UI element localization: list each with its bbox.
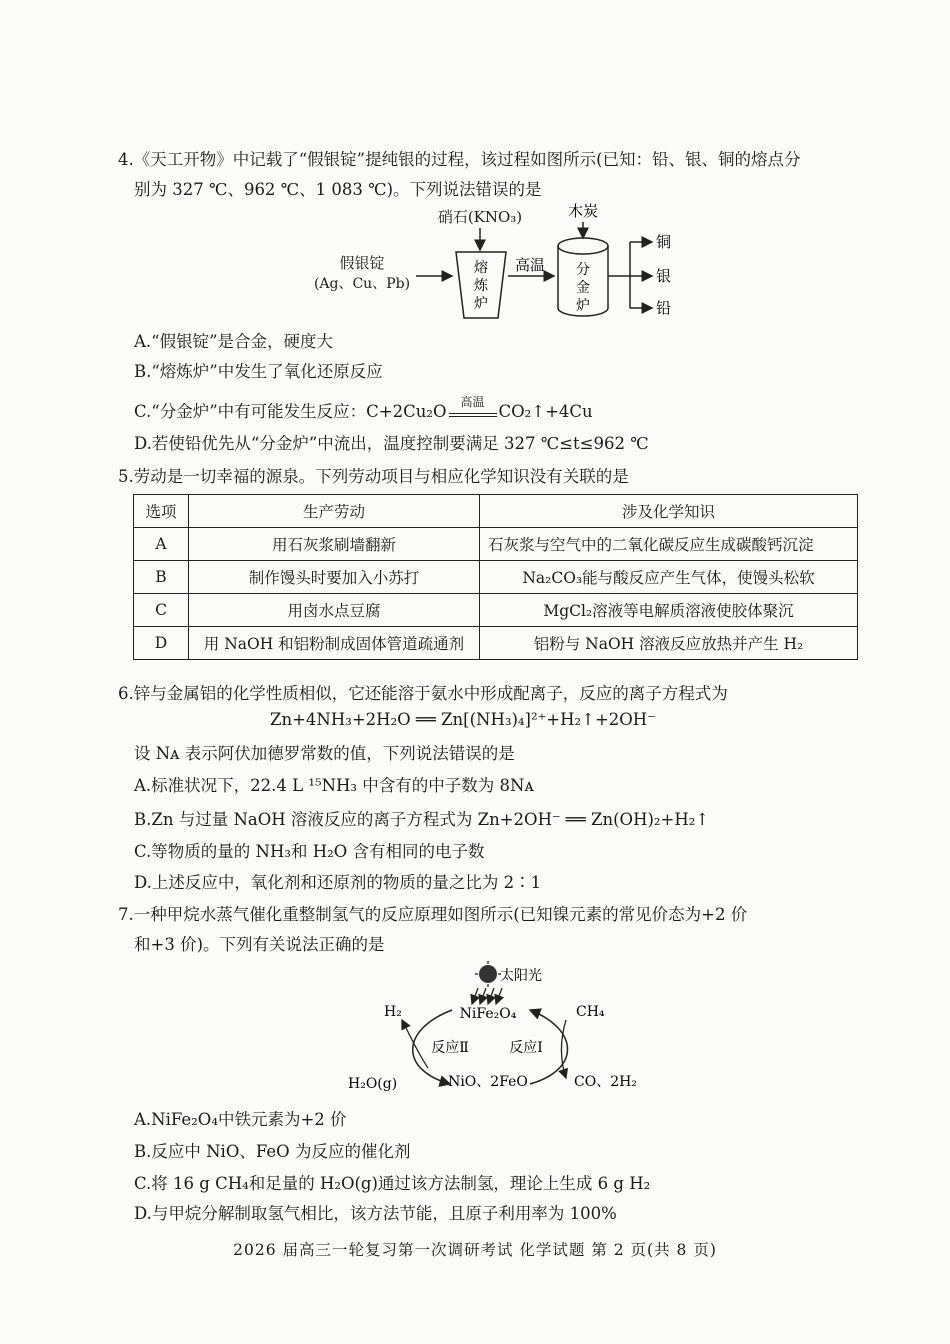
q4-charcoal: 木炭 [567,202,599,220]
q4-stem-line2: 别为 327 ℃、962 ℃、1 083 ℃)。下列说法错误的是 [134,180,542,199]
q7-products: CO、2H₂ [574,1074,637,1090]
q7-bottom-center: NiO、2FeO [448,1074,528,1090]
q6-equation: Zn+4NH₃+2H₂O ══ Zn[(NH₃)₄]²⁺+H₂↑+2OH⁻ [270,710,656,729]
table-header: 生产劳动 [189,495,480,528]
table-row [134,627,858,660]
q6-option-c: C.等物质的量的 NH₃和 H₂O 含有相同的电子数 [134,842,485,861]
table-cell: D [134,627,189,660]
table-cell: 用 NaOH 和铝粉制成固体管道疏通剂 [189,627,480,660]
table-cell: B [134,561,189,594]
q4-input-label: 假银锭 [339,254,385,272]
q7-stem-line2: 和+3 价)。下列有关说法正确的是 [134,935,385,954]
q4-option-d: D.若使铅优先从“分金炉”中流出，温度控制要满足 327 ℃≤t≤962 ℃ [134,434,649,453]
q7-reaction1: 反应Ⅰ [509,1040,543,1056]
q4-option-c [134,395,593,422]
q4-input-sub: (Ag、Cu、Pb) [313,276,411,292]
sun-icon [479,965,497,983]
q4-output-pb: 铅 [656,299,672,317]
q7-option-a: A.NiFe₂O₄中铁元素为+2 价 [134,1110,347,1129]
q4-furnace2-c2: 金 [576,280,590,296]
q7-h2o: H₂O(g) [348,1076,398,1092]
q4-output-cu: 铜 [656,233,672,251]
q4-option-b: B.“熔炼炉”中发生了氧化还原反应 [134,362,383,381]
q6-option-b: B.Zn 与过量 NaOH 溶液反应的离子方程式为 Zn+2OH⁻ ══ Zn(OH)₂+H₂↑ [134,810,710,829]
q4-top-input: 硝石(KNO₃) [437,208,523,226]
q5-table [133,494,858,660]
table-cell: MgCl₂溶液等电解质溶液使胶体聚沉 [480,594,858,627]
q4-furnace1-c1: 熔 [474,260,488,276]
q7-h2: H₂ [384,1004,402,1020]
q7-top-center: NiFe₂O₄ [459,1006,517,1022]
table-cell: 用卤水点豆腐 [189,594,480,627]
table-cell: 用石灰浆刷墙翻新 [189,528,480,561]
q6-option-d: D.上述反应中，氧化剂和还原剂的物质的量之比为 2∶1 [134,873,542,892]
table-cell: A [134,528,189,561]
q4-option-c-suffix: CO₂↑+4Cu [498,402,593,421]
table-row [134,594,858,627]
table-cell: 制作馒头时要加入小苏打 [189,561,480,594]
q4-arrow-label: 高温 [514,256,546,274]
q5-stem: 5.劳动是一切幸福的源泉。下列劳动项目与相应化学知识没有关联的是 [118,467,629,486]
q7-stem-line1: 7.一种甲烷水蒸气催化重整制氢气的反应原理如图所示(已知镍元素的常见价态为+2 价 [118,905,748,924]
table-cell: C [134,594,189,627]
table-cell: 石灰浆与空气中的二氧化碳反应生成碳酸钙沉淀 [480,528,858,561]
q7-reaction2: 反应Ⅱ [431,1040,469,1056]
q4-option-c-prefix: C.“分金炉”中有可能发生反应：C+2Cu₂O [134,402,447,421]
q4-stem-line1: 4.《天工开物》中记载了“假银锭”提纯银的过程，该过程如图所示(已知：铅、银、铜的熔点分 [118,150,801,169]
table-row [134,561,858,594]
q4-furnace2-c1: 分 [576,262,590,278]
table-row [134,528,858,561]
q4-output-ag: 银 [656,267,672,285]
q4-furnace1-c3: 炉 [474,296,488,312]
table-cell: 铝粉与 NaOH 溶液反应放热并产生 H₂ [480,627,858,660]
light-arrows-icon [472,988,502,1004]
page-footer: 2026 届高三一轮复习第一次调研考试 化学试题 第 2 页(共 8 页) [233,1241,717,1259]
q6-stem2: 设 Nᴀ 表示阿伏加德罗常数的值，下列说法错误的是 [134,744,515,763]
table-header: 涉及化学知识 [480,495,858,528]
q6-option-a: A.标准状况下，22.4 L ¹⁵NH₃ 中含有的中子数为 8Nᴀ [134,776,534,795]
q4-process-diagram [300,200,700,325]
q4-option-a: A.“假银锭”是合金，硬度大 [134,332,334,351]
q7-option-c: C.将 16 g CH₄和足量的 H₂O(g)通过该方法制氢，理论上生成 6 g H₂ [134,1174,651,1193]
q6-stem: 6.锌与金属铝的化学性质相似，它还能溶于氨水中形成配离子，反应的离子方程式为 [118,684,728,703]
table-cell: Na₂CO₃能与酸反应产生气体，使馒头松软 [480,561,858,594]
q4-option-c-condition: 高温 [460,395,485,409]
q7-sun-label: 太阳光 [500,968,542,984]
q4-furnace1-c2: 炼 [474,278,488,294]
q7-ch4: CH₄ [576,1004,605,1020]
q7-option-b: B.反应中 NiO、FeO 为反应的催化剂 [134,1142,411,1161]
q7-option-d: D.与甲烷分解制取氢气相比，该方法节能，且原子利用率为 100% [134,1204,617,1223]
table-header-row [134,495,858,528]
q4-furnace2-c3: 炉 [576,298,590,314]
table-header: 选项 [134,495,189,528]
q7-cycle-diagram [340,960,650,1096]
